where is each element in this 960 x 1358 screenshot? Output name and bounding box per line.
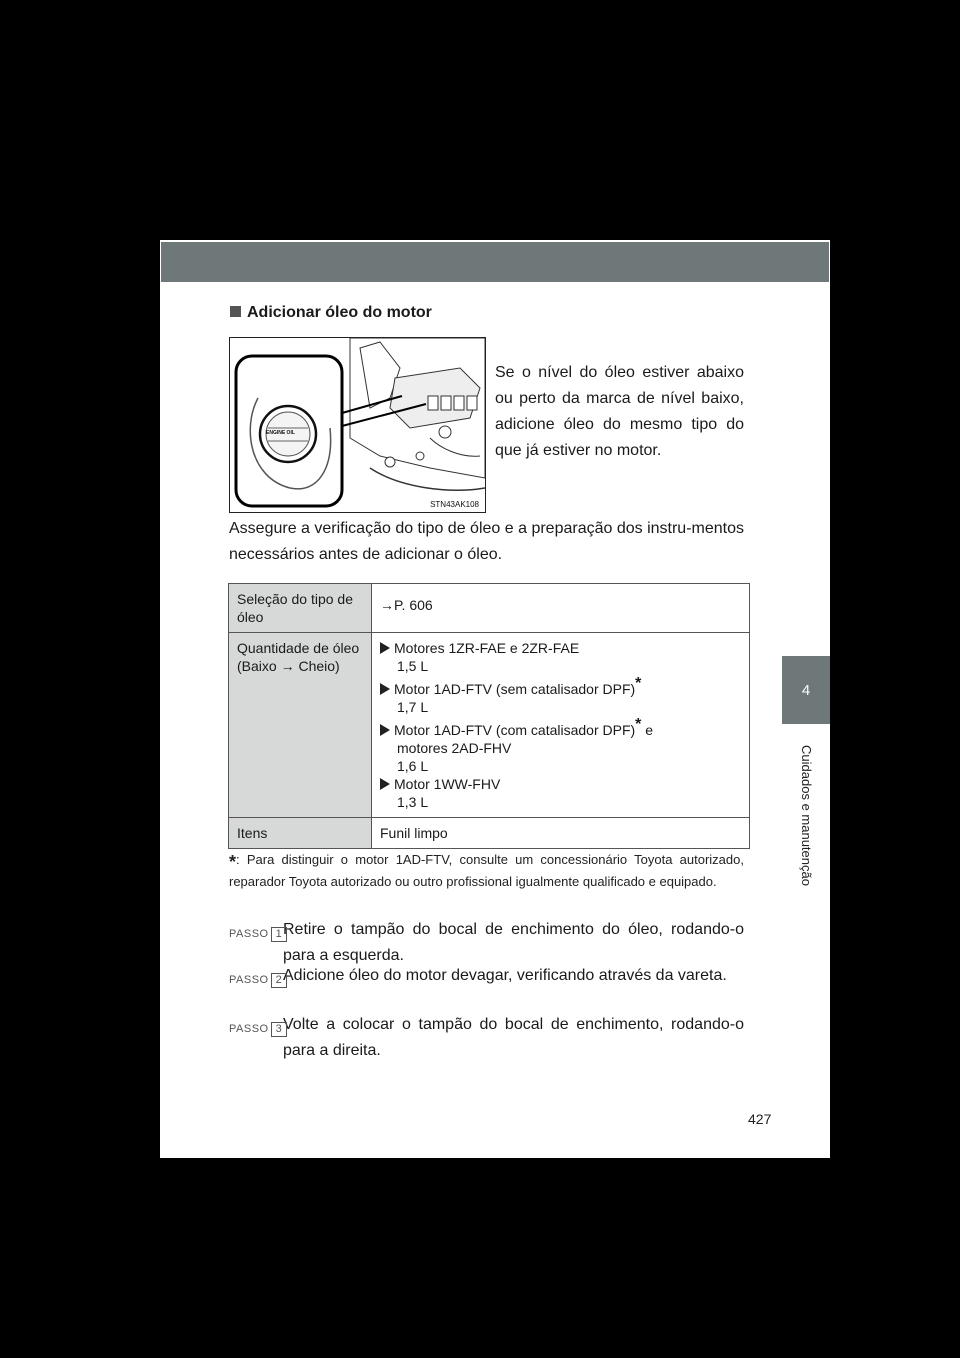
triangle-bullet-icon: [380, 683, 390, 695]
chapter-number: 4: [801, 681, 811, 699]
list-item: [380, 775, 741, 811]
page-reference[interactable]: →P. 606: [372, 584, 750, 633]
step-label: PASSO: [229, 928, 269, 940]
step-label: PASSO: [229, 974, 269, 986]
triangle-bullet-icon: [380, 642, 390, 654]
oil-quantity: 1,5 L: [397, 658, 429, 674]
table-row: [229, 633, 750, 818]
oil-quantity: 1,3 L: [397, 794, 429, 810]
footnote-text: : Para distinguir o motor 1AD-FTV, consulte um concessionário Toyota autorizado, reparador Toyota autorizado ou outro profissional igualmente qualificado e equipado.: [229, 852, 744, 889]
preparation-paragraph: Assegure a verificação do tipo de óleo e a preparação dos instru-mentos necessários antes de adicionar o óleo.: [229, 520, 744, 563]
engine-name-line2: motores 2AD-FHV: [397, 740, 512, 756]
list-item: [380, 716, 741, 775]
table-label-cell: [229, 633, 372, 818]
step-text: Volte a colocar o tampão do bocal de enchimento, rodando-o para a direita.: [283, 1016, 744, 1059]
footnote-marker: *: [635, 716, 642, 733]
list-item: [380, 639, 741, 675]
triangle-bullet-icon: [380, 724, 390, 736]
chapter-tab[interactable]: [782, 656, 830, 724]
oil-cap-label: ENGINE OIL: [266, 430, 295, 436]
table-label-cell: Itens: [229, 818, 372, 849]
engine-bay-illustration: [230, 338, 485, 512]
step-number: 3: [271, 1022, 288, 1037]
step-3: [229, 1012, 744, 1064]
section-title: [230, 304, 432, 322]
quantity-range-label: (Baixo → Cheio): [237, 658, 340, 674]
figure-code: STN43AK108: [430, 500, 479, 509]
header-bar: [161, 242, 829, 282]
list-item: [380, 675, 741, 716]
intro-text: Se o nível do óleo estiver abaixo ou perto da marca de nível baixo, adicione óleo do mesmo tipo do que já estiver no motor.: [495, 364, 744, 459]
square-bullet-icon: [230, 306, 241, 317]
page-number: 427: [748, 1111, 772, 1127]
step-badge: [229, 967, 287, 993]
triangle-bullet-icon: [380, 778, 390, 790]
engine-oil-figure: [229, 337, 486, 513]
engine-name-suffix: e: [645, 722, 654, 738]
step-number: 1: [271, 927, 288, 942]
step-text: Retire o tampão do bocal de enchimento do óleo, rodando-o para a esquerda.: [283, 921, 744, 964]
step-label: PASSO: [229, 1023, 269, 1035]
table-row: [229, 818, 750, 849]
oil-quantity: 1,7 L: [397, 699, 429, 715]
engine-name: Motor 1WW-FHV: [394, 776, 501, 792]
oil-quantity: 1,6 L: [397, 758, 429, 774]
oil-spec-table: [228, 583, 750, 849]
step-2: [229, 963, 744, 989]
step-1: [229, 917, 744, 969]
footnote-marker: *: [635, 675, 642, 692]
footnote: [229, 850, 744, 892]
step-number: 2: [271, 973, 288, 988]
table-label-cell: Seleção do tipo de óleo: [229, 584, 372, 633]
step-badge: [229, 1016, 287, 1042]
table-row: [229, 584, 750, 633]
engine-name: Motores 1ZR-FAE e 2ZR-FAE: [394, 640, 580, 656]
section-title-text: Adicionar óleo do motor: [247, 304, 432, 321]
step-text: Adicione óleo do motor devagar, verificando através da vareta.: [283, 967, 727, 984]
chapter-label: [794, 730, 818, 900]
chapter-title: Cuidados e manutenção: [798, 744, 814, 886]
engine-name: Motor 1AD-FTV (com catalisador DPF): [394, 722, 636, 738]
step-badge: [229, 921, 287, 947]
oil-quantity-list: [372, 633, 750, 818]
table-value-cell: Funil limpo: [372, 818, 750, 849]
engine-name: Motor 1AD-FTV (sem catalisador DPF): [394, 681, 636, 697]
quantity-label: Quantidade de óleo: [237, 640, 360, 656]
footnote-mark: *: [229, 852, 237, 872]
